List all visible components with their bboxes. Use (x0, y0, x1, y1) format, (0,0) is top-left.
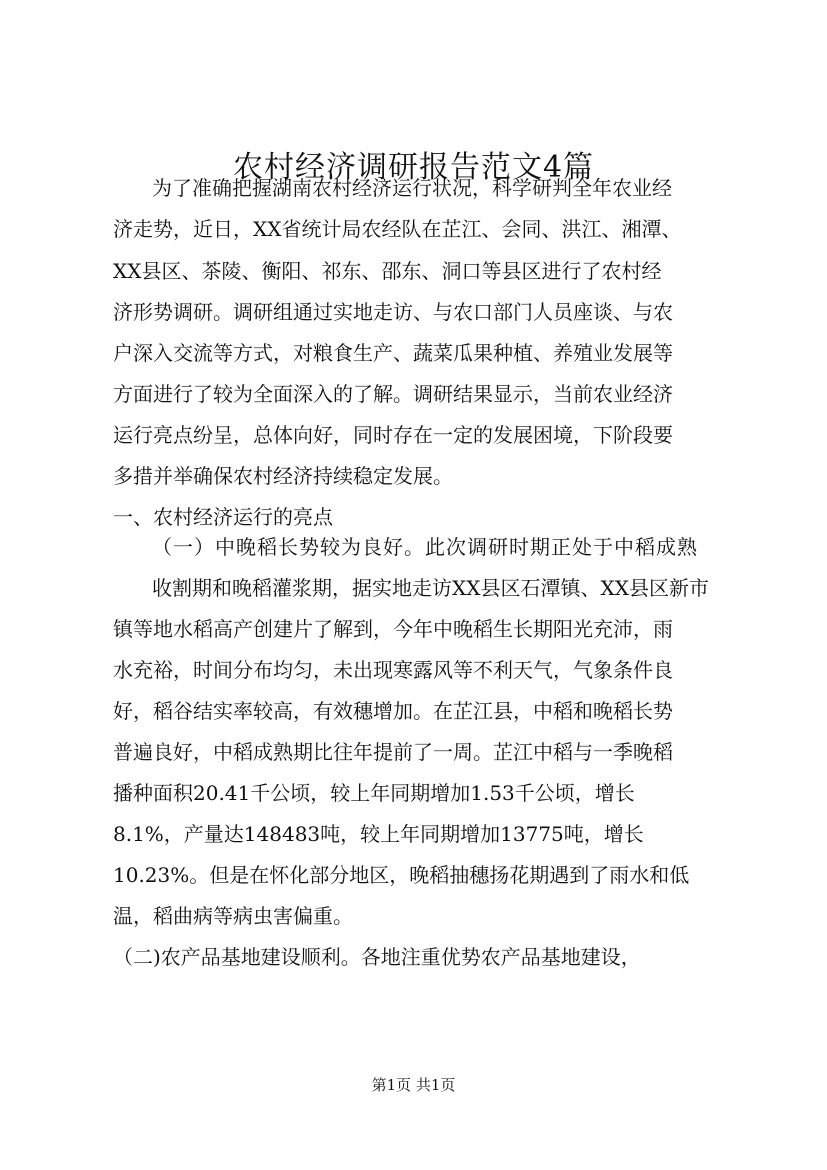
paragraph-line: 为了准确把握湖南农村经济运行状况，科学研判全年农业经 (152, 176, 672, 200)
paragraph-line: 济形势调研。调研组通过实地走访、与农口部门人员座谈、与农 (113, 300, 673, 324)
paragraph-line: 收割期和晚稻灌浆期，据实地走访XX县区石潭镇、XX县区新市 (152, 576, 709, 600)
paragraph-line: 济走势，近日，XX省统计局农经队在芷江、会同、洪江、湘潭、 (113, 217, 682, 241)
document-title: 农村经济调研报告范文4篇 (232, 150, 595, 185)
paragraph-line: XX县区、茶陵、衡阳、祁东、邵东、洞口等县区进行了农村经 (113, 259, 662, 283)
section-heading: （一）中晚稻长势较为良好。此次调研时期正处于中稻成熟 (152, 535, 698, 559)
paragraph-line: 温，稻曲病等病虫害偏重。 (113, 904, 353, 928)
paragraph-line: （二)农产品基地建设顺利。各地注重优势农产品基地建设， (113, 945, 641, 969)
paragraph-line: 运行亮点纷呈，总体向好，同时存在一定的发展困境，下阶段要 (113, 423, 673, 447)
paragraph-line: 好，稻谷结实率较高，有效穗增加。在芷江县，中稻和晚稻长势 (113, 699, 673, 723)
paragraph-line: 方面进行了较为全面深入的了解。调研结果显示，当前农业经济 (113, 382, 673, 406)
page-footer: 第1页 共1页 (371, 1076, 456, 1094)
paragraph-line: 10.23%。但是在怀化部分地区，晚稻抽穗扬花期遇到了雨水和低 (113, 863, 690, 887)
paragraph-line: 普遍良好，中稻成熟期比往年提前了一周。芷江中稻与一季晚稻 (113, 740, 673, 764)
paragraph-line: 镇等地水稻高产创建片了解到，今年中晚稻生长期阳光充沛，雨 (113, 617, 673, 641)
paragraph-line: 一、农村经济运行的亮点 (113, 505, 333, 529)
paragraph-line: 户深入交流等方式，对粮食生产、蔬菜瓜果种植、养殖业发展等 (113, 341, 673, 365)
paragraph-line: 8.1%，产量达148483吨，较上年同期增加13775吨，增长 (113, 822, 644, 846)
paragraph-line: 播种面积20.41千公顷，较上年同期增加1.53千公顷，增长 (113, 781, 635, 805)
paragraph-line: 多措并举确保农村经济持续稳定发展。 (113, 464, 453, 488)
paragraph-line: 水充裕，时间分布均匀，未出现寒露风等不利天气，气象条件良 (113, 658, 673, 682)
